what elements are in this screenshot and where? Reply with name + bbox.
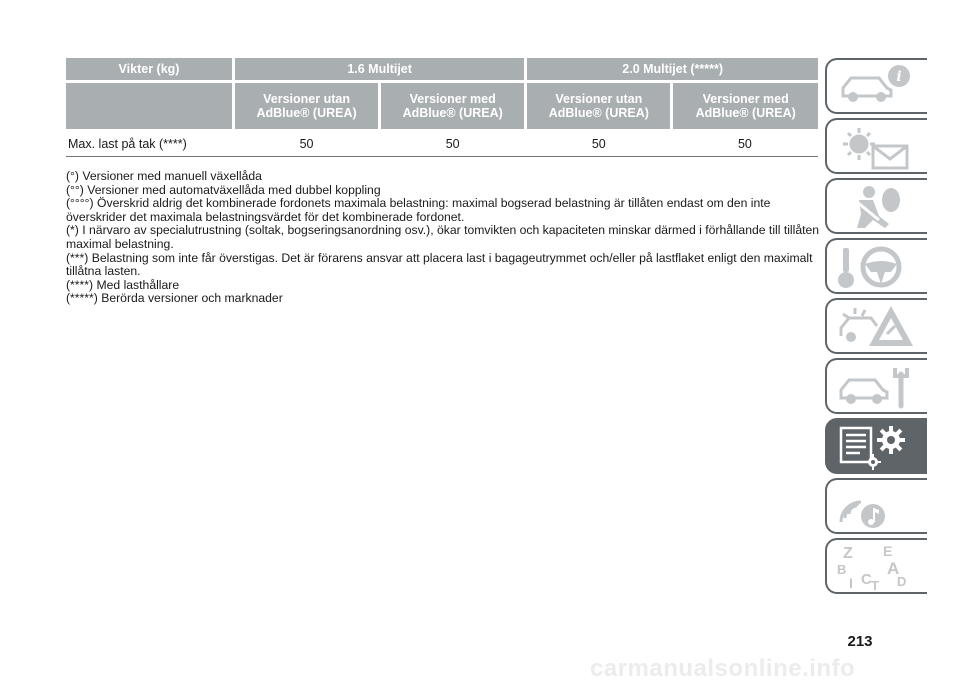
footnote: (*) I närvaro av specialutrustning (soltak, bogseringsanordning osv.), ökar tomvikten och kapaciteten minskar därmed i förhållande till tillåten maximal belastning. bbox=[66, 223, 820, 251]
tab-car-info[interactable] bbox=[825, 58, 927, 114]
footnote: (°) Versioner med manuell växellåda bbox=[66, 169, 262, 183]
cell-value: 50 bbox=[234, 131, 380, 157]
footnote: (****) Med lasthållare bbox=[66, 277, 180, 292]
subheader-2-0-without-adblue: Versioner utan AdBlue® (UREA) bbox=[526, 82, 672, 131]
index-letter: I bbox=[849, 575, 853, 590]
emergency-warning-triangle-icon bbox=[835, 304, 917, 350]
tab-starting-driving[interactable] bbox=[825, 238, 927, 294]
svg-text:i: i bbox=[896, 69, 902, 85]
index-letter: E bbox=[883, 544, 893, 559]
subheader-1-6-without-adblue: Versioner utan AdBlue® (UREA) bbox=[234, 82, 380, 131]
table-subheader-row bbox=[66, 82, 818, 131]
cell-value: 50 bbox=[672, 131, 818, 157]
dashboard-lights-message-icon bbox=[835, 124, 917, 170]
tab-safety[interactable] bbox=[825, 178, 927, 234]
header-1-6-multijet: 1.6 Multijet bbox=[234, 58, 526, 82]
tab-technical-data[interactable] bbox=[825, 418, 927, 474]
tab-dashboard-messages[interactable] bbox=[825, 118, 927, 174]
footnote: (°°°°) Överskrid aldrig det kombinerade fordonets maximala belastning: maximal bogserad belastning är tillåten endast om den inte överskrider det maximala belastningsvärdet för det kombinerade fordonet. bbox=[66, 196, 771, 224]
footnote: (*****) Berörda versioner och marknader bbox=[66, 291, 283, 306]
key-steering-wheel-icon bbox=[835, 244, 917, 290]
multimedia-music-icon bbox=[835, 484, 917, 530]
watermark: carmanualsonline.info bbox=[590, 655, 856, 682]
subheader-empty bbox=[66, 82, 234, 131]
weights-table bbox=[66, 58, 818, 157]
index-letter: T bbox=[871, 578, 879, 590]
tab-multimedia[interactable] bbox=[825, 478, 927, 534]
footnote: (***) Belastning som inte får överstigas. Det är förarens ansvar att placera last i bagageutrymmet och/eller på lastflaket enligt den maximalt tillåtna lasten. bbox=[66, 250, 813, 279]
footnotes bbox=[66, 170, 822, 306]
footnote: (°°) Versioner med automatväxellåda med dubbel koppling bbox=[66, 182, 381, 197]
row-label-roof-load: Max. last på tak (****) bbox=[66, 131, 234, 157]
subheader-2-0-with-adblue: Versioner med AdBlue® (UREA) bbox=[672, 82, 818, 131]
tab-emergency[interactable] bbox=[825, 298, 927, 354]
airbag-seatbelt-icon bbox=[835, 184, 917, 230]
index-letter: D bbox=[897, 574, 907, 589]
subheader-1-6-with-adblue: Versioner med AdBlue® (UREA) bbox=[380, 82, 526, 131]
technical-data-gears-icon bbox=[835, 424, 917, 470]
cell-value: 50 bbox=[380, 131, 526, 157]
car-maintenance-wrench-icon bbox=[835, 364, 917, 410]
tab-maintenance[interactable] bbox=[825, 358, 927, 414]
header-weights: Vikter (kg) bbox=[66, 58, 234, 82]
cell-value: 50 bbox=[526, 131, 672, 157]
index-letter: Z bbox=[843, 545, 853, 562]
table-header-row bbox=[66, 58, 818, 82]
chapter-tabs bbox=[825, 58, 927, 598]
index-letter: A bbox=[887, 559, 900, 578]
header-2-0-multijet: 2.0 Multijet (*****) bbox=[526, 58, 818, 82]
page-number: 213 bbox=[847, 633, 873, 650]
table-row bbox=[66, 131, 818, 157]
alphabetical-index-icon bbox=[835, 544, 917, 590]
index-letter: B bbox=[837, 562, 847, 577]
tab-index[interactable] bbox=[825, 538, 927, 594]
index-letter: C bbox=[861, 571, 872, 588]
car-info-icon bbox=[835, 64, 917, 110]
